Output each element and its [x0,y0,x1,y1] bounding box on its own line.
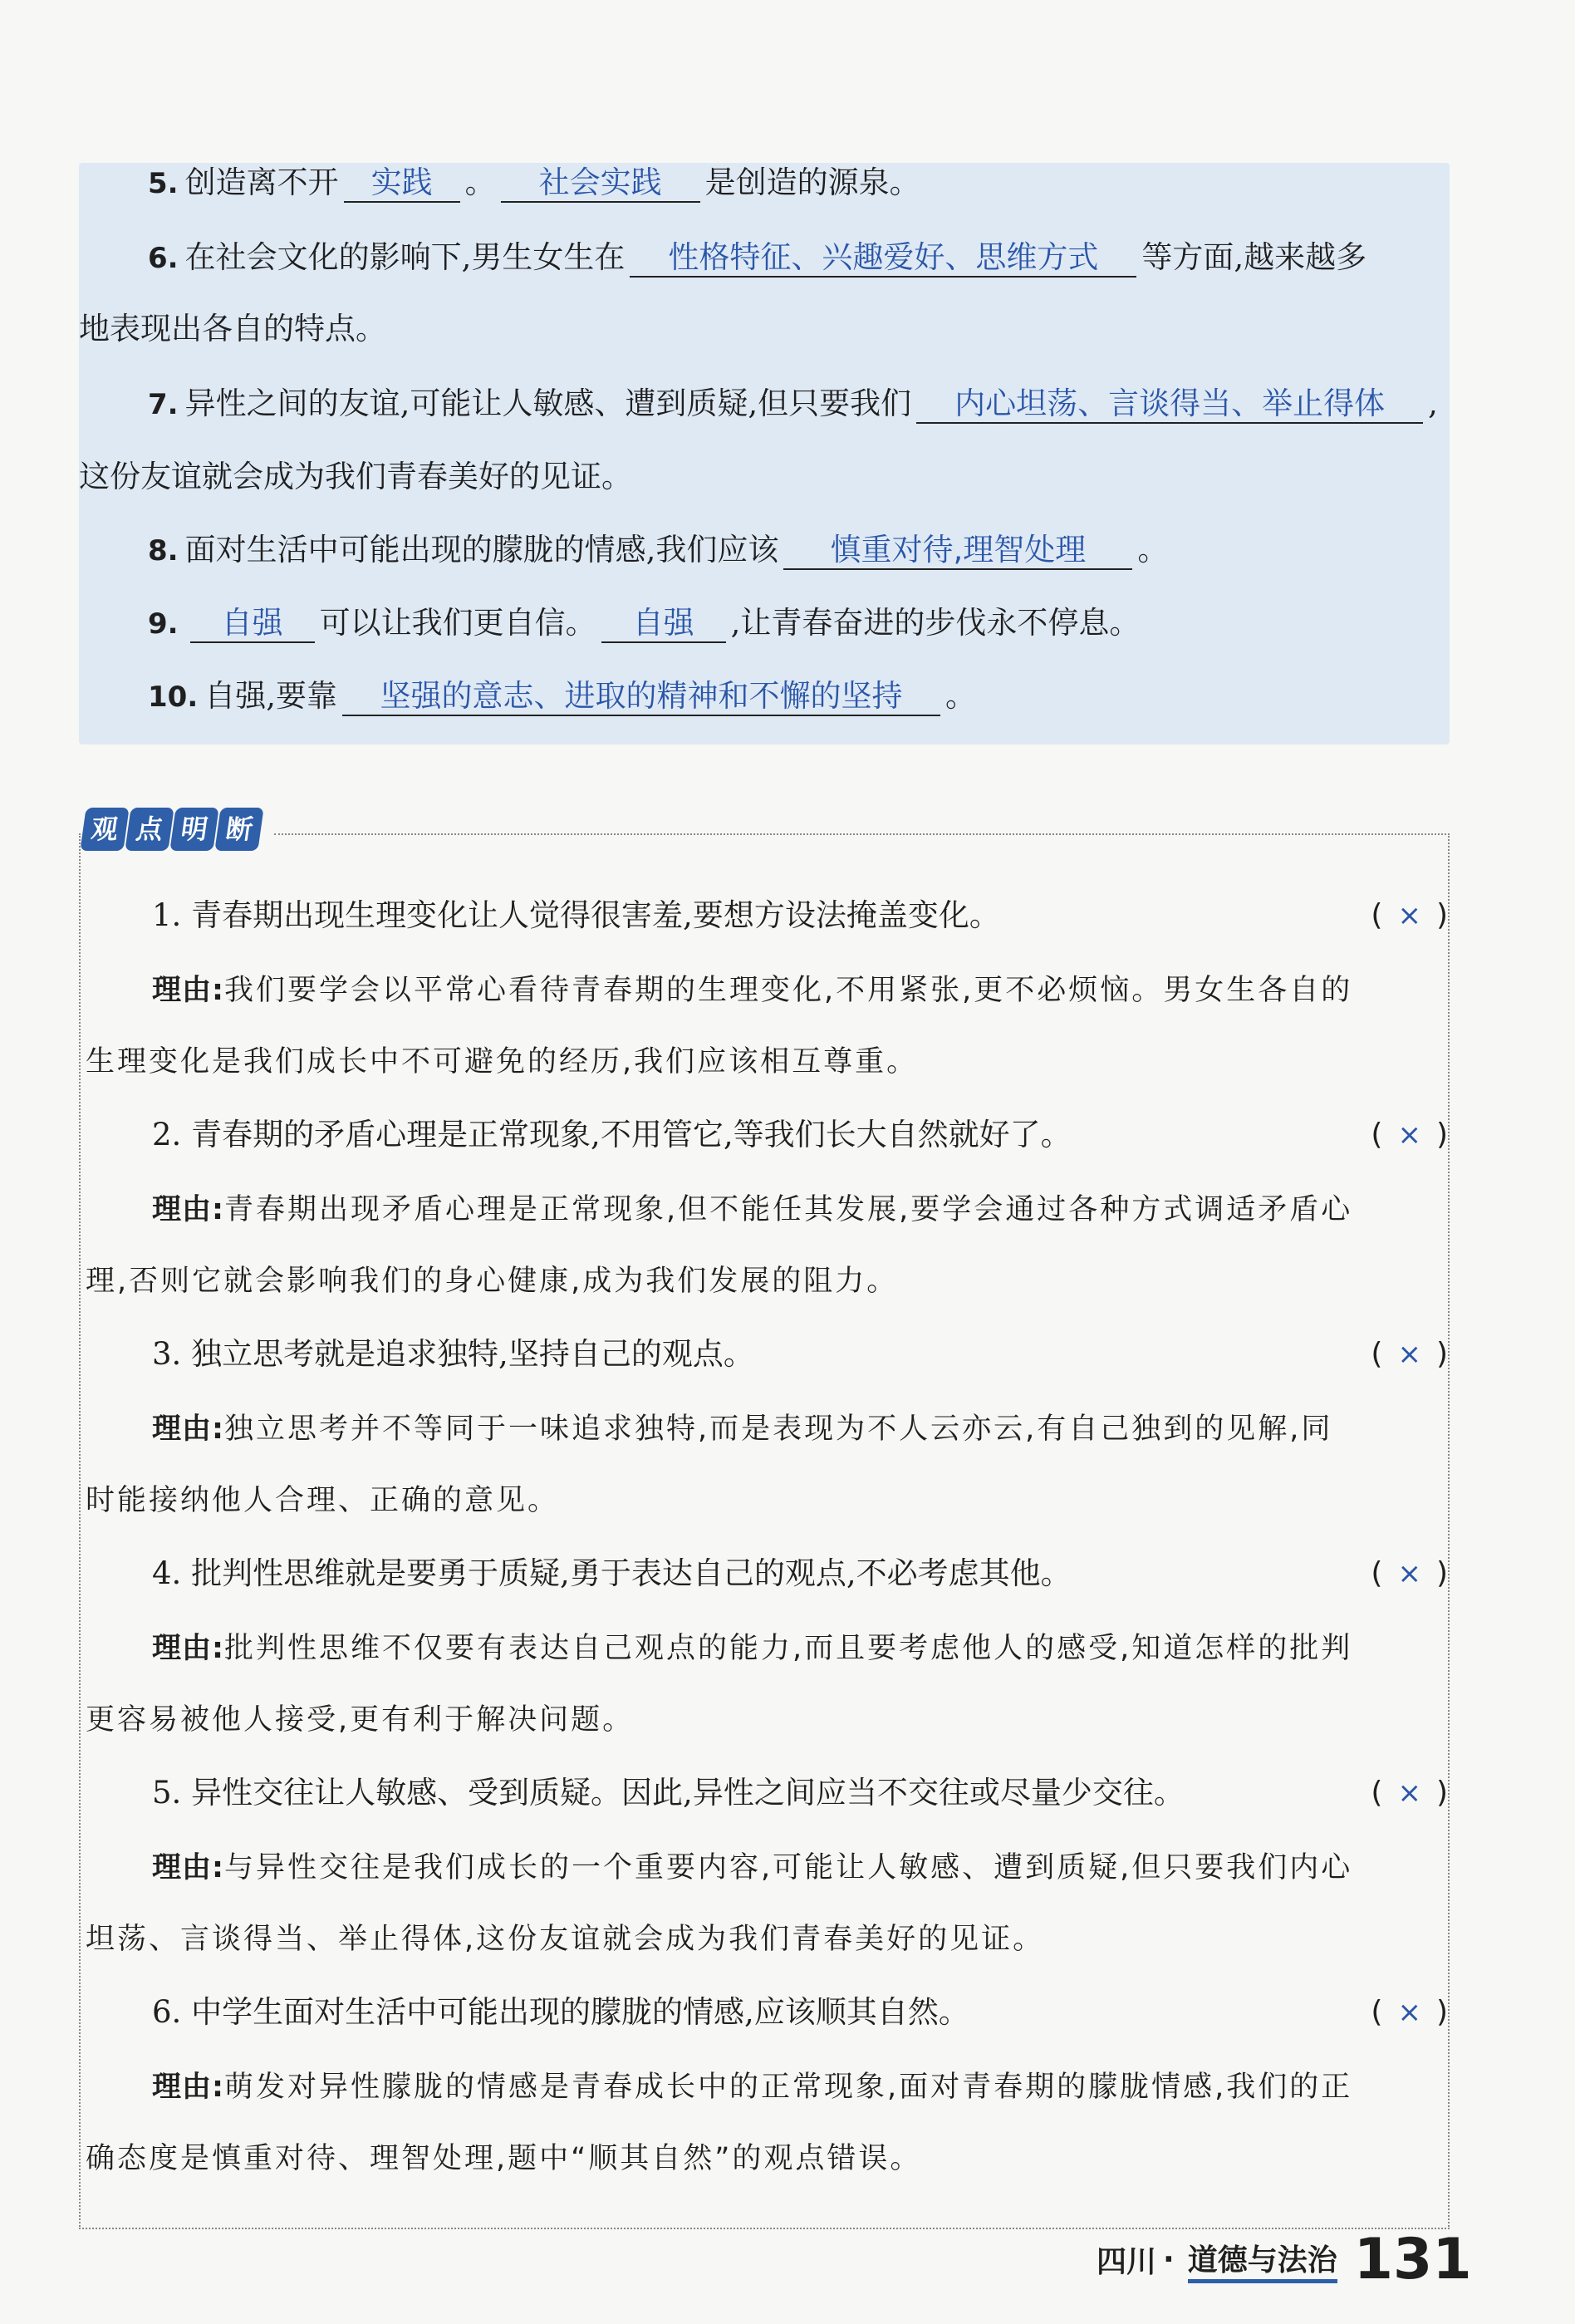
item-text: 异性之间的友谊,可能让人敏感、遭到质疑,但只要我们 [184,386,912,421]
judgment-statement-1 [152,896,1448,936]
cross-mark: × [1397,1118,1421,1152]
answer-mark: ( × ) [1371,1776,1448,1810]
item-text: ,让青春奋进的步伐永不停息。 [730,605,1141,641]
answer-blank: 内心坦荡、言谈得当、举止得体 [916,386,1423,424]
judgment-statement-4 [152,1554,1448,1594]
item-number: 8. [148,534,179,567]
fill-item-8 [148,530,1168,571]
item-number: 10. [148,680,199,714]
item-text: 。 [1137,532,1169,567]
reason-line-5b: 坦荡、言谈得当、举止得体,这份友谊就会成为我们青春美好的见证。 [86,1923,1045,1956]
item-number: 9. [148,607,179,641]
answer-blank: 性格特征、兴趣爱好、思维方式 [630,239,1136,278]
answer-blank: 自强 [601,605,726,643]
reason-label: 理由: [152,1413,224,1446]
cross-mark: × [1397,1557,1421,1590]
statement-text: 3. 独立思考就是追求独特,坚持自己的观点。 [152,1336,754,1372]
answer-blank: 坚强的意志、进取的精神和不懈的坚持 [342,678,940,716]
reason-text: 独立思考并不等同于一味追求独特,而是表现为不人云亦云,有自己独到的见解,同 [224,1413,1333,1446]
reason-line-2b: 理,否则它就会影响我们的身心健康,成为我们发展的阻力。 [86,1265,899,1298]
answer-blank: 实践 [344,165,460,203]
item-text: 创造离不开 [184,165,339,200]
item-text: 面对生活中可能出现的朦胧的情感,我们应该 [184,532,779,567]
statement-text: 4. 批判性思维就是要勇于质疑,勇于表达自己的观点,不必考虑其他。 [152,1555,1072,1591]
reason-text: 萌发对异性朦胧的情感是青春成长中的正常现象,面对青春期的朦胧情感,我们的正 [224,2071,1353,2104]
reason-label: 理由: [152,2071,224,2104]
badge-char: 点 [125,808,174,851]
fill-item-6 [148,238,1366,278]
fill-item-7-continued: 这份友谊就会成为我们青春美好的见证。 [79,459,632,494]
judgment-statement-3 [152,1334,1448,1374]
statement-text: 2. 青春期的矛盾心理是正常现象,不用管它,等我们长大自然就好了。 [152,1117,1072,1152]
item-text: 等方面,越来越多 [1141,239,1367,275]
reason-line-2 [152,1190,1352,1230]
page-number: 131 [1353,2227,1472,2292]
reason-line-1 [152,970,1352,1010]
reason-text: 批判性思维不仅要有表达自己观点的能力,而且要考虑他人的感受,知道怎样的批判 [224,1632,1353,1665]
reason-line-1b: 生理变化是我们成长中不可避免的经历,我们应该相互尊重。 [86,1045,919,1078]
answer-blank: 慎重对待,理智处理 [783,532,1132,570]
reason-line-4b: 更容易被他人接受,更有利于解决问题。 [86,1703,635,1737]
item-text: 。 [464,165,496,200]
answer-mark: ( × ) [1371,1118,1448,1152]
badge-char: 明 [169,808,218,851]
fill-item-9 [148,603,1140,644]
statement-text: 1. 青春期出现生理变化让人觉得很害羞,要想方设法掩盖变化。 [152,897,1000,933]
item-text: 可以让我们更自信。 [319,605,596,641]
judgment-statement-5 [152,1773,1448,1813]
item-text: , [1428,386,1438,421]
reason-label: 理由: [152,1632,224,1665]
badge-char: 观 [80,808,129,851]
subject-label: 道德与法治 [1188,2237,1337,2283]
answer-blank: 自强 [190,605,315,643]
judgment-statement-2 [152,1115,1448,1155]
reason-text: 我们要学会以平常心看待青春期的生理变化,不用紧张,更不必烦恼。男女生各自的 [224,974,1353,1007]
answer-blank: 社会实践 [501,165,700,203]
reason-label: 理由: [152,1193,224,1226]
reason-label: 理由: [152,1851,224,1884]
badge-char: 断 [214,808,263,851]
cross-mark: × [1397,899,1421,932]
item-text: 是创造的源泉。 [704,165,920,200]
reason-label: 理由: [152,974,224,1007]
reason-line-3b: 时能接纳他人合理、正确的意见。 [86,1484,560,1517]
fill-item-7 [148,384,1438,425]
reason-line-5 [152,1848,1352,1888]
fill-item-6-continued: 地表现出各自的特点。 [79,311,386,346]
item-text: 。 [945,678,976,714]
reason-line-4 [152,1629,1352,1668]
answer-mark: ( × ) [1371,1556,1448,1590]
reason-line-6b: 确态度是慎重对待、理智处理,题中“顺其自然”的观点错误。 [86,2142,922,2175]
fill-item-10 [148,676,976,717]
item-number: 7. [148,388,179,421]
reason-text: 与异性交往是我们成长的一个重要内容,可能让人敏感、遭到质疑,但只要我们内心 [224,1851,1353,1884]
judgment-statement-6 [152,1992,1448,2032]
edition-label: 四川 [1097,2245,1157,2279]
reason-line-3 [152,1409,1332,1449]
answer-mark: ( × ) [1371,1337,1448,1371]
item-text: 在社会文化的影响下,男生女生在 [184,239,626,275]
item-text: 自强,要靠 [204,678,337,714]
cross-mark: × [1397,1338,1421,1371]
item-number: 5. [148,167,179,200]
cross-mark: × [1397,1996,1421,2029]
reason-text: 青春期出现矛盾心理是正常现象,但不能任其发展,要学会通过各种方式调适矛盾心 [224,1193,1353,1226]
separator-dot: · [1163,2243,1175,2277]
page-footer [1097,2227,1472,2292]
fill-item-5 [148,163,920,204]
cross-mark: × [1397,1776,1421,1810]
statement-text: 6. 中学生面对生活中可能出现的朦胧的情感,应该顺其自然。 [152,1994,969,2030]
item-number: 6. [148,242,179,275]
statement-text: 5. 异性交往让人敏感、受到质疑。因此,异性之间应当不交往或尽量少交往。 [152,1775,1185,1811]
answer-mark: ( × ) [1371,1995,1448,2029]
answer-mark: ( × ) [1371,898,1448,932]
reason-line-6 [152,2067,1352,2107]
